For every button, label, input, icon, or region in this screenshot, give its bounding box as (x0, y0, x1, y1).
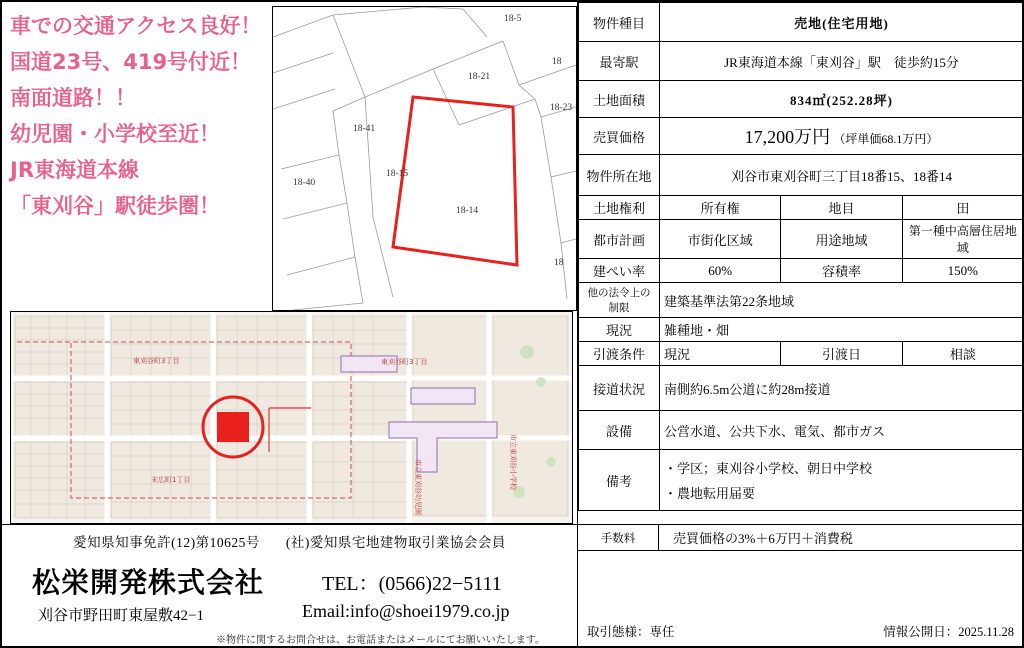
svg-text:末広町1丁目: 末広町1丁目 (151, 476, 191, 484)
table-row (579, 283, 1024, 318)
row-header: 他の法令上の制限 (579, 283, 660, 318)
row-value: 市街化区域 (660, 220, 781, 259)
svg-text:18-21: 18-21 (468, 72, 491, 82)
sale-price: 17,200万円 (744, 127, 831, 147)
fee-block (577, 524, 1024, 646)
row-header: 土地権利 (579, 196, 660, 220)
table-row (579, 318, 1024, 342)
svg-text:東刈谷町3丁目: 東刈谷町3丁目 (381, 358, 428, 366)
property-spec-table (578, 2, 1024, 511)
row-header: 物件所在地 (579, 155, 660, 196)
catch-copy-line: JR東海道本線 (10, 158, 139, 182)
contact-note: ※物件に関するお問合せは、お電話またはメールにてお願いいたします。 (216, 635, 545, 646)
row-header: 売買価格 (579, 118, 660, 155)
svg-text:18: 18 (554, 258, 564, 268)
table-row (579, 220, 1024, 259)
row-value: 150% (902, 259, 1023, 283)
row-header: 用途地域 (781, 220, 902, 259)
row-value: 第一種中高層住居地域 (902, 220, 1023, 259)
row-header: 最寄駅 (579, 42, 660, 81)
table-row (579, 450, 1024, 511)
svg-text:18: 18 (552, 57, 562, 67)
row-value: 相談 (902, 342, 1023, 366)
plot-map-svg (273, 7, 576, 310)
svg-text:18-40: 18-40 (293, 178, 316, 188)
row-header: 引渡日 (781, 342, 902, 366)
row-header: 物件種目 (579, 3, 660, 42)
license-line (2, 525, 577, 551)
row-value: 所有権 (660, 196, 781, 220)
svg-text:市立東刈谷幼児園: 市立東刈谷幼児園 (414, 459, 422, 515)
catch-copy-block (10, 8, 272, 298)
row-header: 現況 (579, 318, 660, 342)
svg-text:18-41: 18-41 (353, 124, 376, 134)
svg-text:市立東刈谷小学校: 市立東刈谷小学校 (509, 434, 517, 490)
row-header: 建ぺい率 (579, 259, 660, 283)
row-header: 地目 (781, 196, 902, 220)
row-header: 接道状況 (579, 366, 660, 411)
svg-text:18-23: 18-23 (550, 103, 573, 113)
association-name: (社)愛知県宅地建物取引業協会会員 (285, 535, 506, 550)
location-map (10, 311, 573, 524)
plot-map (272, 6, 577, 311)
row-value: 現況 (660, 342, 781, 366)
location-map-svg (11, 312, 572, 523)
row-value: 雑種地・畑 (660, 318, 1024, 342)
transaction-type: 取引態様：専任 (587, 625, 675, 639)
row-header: 設備 (579, 411, 660, 450)
table-row (579, 155, 1024, 196)
row-value: 売買価格の3%＋6万円＋消費税 (659, 525, 1024, 551)
row-value: 南側約6.5m公道に約28m接道 (660, 366, 1024, 411)
row-header: 引渡条件 (579, 342, 660, 366)
row-value: 建築基準法第22条地域 (660, 283, 1024, 318)
table-row (579, 259, 1024, 283)
table-row (579, 42, 1024, 81)
row-value: 売地(住宅用地) (660, 3, 1024, 42)
row-value: JR東海道本線「東刈谷」駅 徒歩約15分 (660, 42, 1024, 81)
table-row (579, 366, 1024, 411)
row-value (660, 450, 1024, 511)
row-header: 都市計画 (579, 220, 660, 259)
table-row (579, 118, 1024, 155)
table-row (579, 342, 1024, 366)
row-value: 834㎡(252.28坪) (660, 81, 1024, 118)
table-row (578, 525, 1024, 551)
company-address: 刈谷市野田町東屋敷42−1 (38, 608, 204, 624)
publish-date: 情報公開日：2025.11.28 (883, 625, 1014, 639)
svg-text:東刈谷町3丁目: 東刈谷町3丁目 (133, 357, 180, 365)
row-header: 備考 (579, 450, 660, 511)
footer-meta (577, 622, 1024, 646)
svg-text:18-15: 18-15 (386, 169, 409, 179)
table-row (579, 411, 1024, 450)
company-block (2, 524, 577, 646)
unit-price: （坪単価68.1万円） (833, 132, 939, 146)
row-header: 土地面積 (579, 81, 660, 118)
license-number: 愛知県知事免許(12)第10625号 (73, 535, 260, 550)
row-value: 60% (660, 259, 781, 283)
remark-line: ・学区；東刈谷小学校、朝日中学校 (664, 461, 873, 476)
catch-copy-line: 幼児園・小学校至近！ (10, 122, 220, 146)
company-tel: TEL：(0566)22−5111 (322, 573, 502, 595)
company-name: 松栄開発株式会社 (32, 568, 265, 599)
row-value: 公営水道、公共下水、電気、都市ガス (660, 411, 1024, 450)
catch-copy-line: 車での交通アクセス良好！ (10, 14, 262, 38)
catch-copy-line: 「東刈谷」駅徒歩圏！ (10, 194, 220, 218)
svg-text:18-5: 18-5 (504, 14, 522, 24)
remark-line: ・農地転用届要 (664, 486, 756, 501)
fee-table (577, 524, 1024, 551)
row-header: 容積率 (781, 259, 902, 283)
table-row (579, 196, 1024, 220)
company-email: Email:info@shoei1979.co.jp (302, 601, 510, 621)
row-value: 田 (902, 196, 1023, 220)
row-value (660, 118, 1024, 155)
catch-copy-line: 南面道路！！ (10, 86, 136, 110)
svg-text:18-14: 18-14 (456, 206, 479, 216)
row-header: 手数料 (578, 525, 659, 551)
table-row (579, 3, 1024, 42)
left-column (2, 2, 577, 646)
row-value: 刈谷市東刈谷町三丁目18番15、18番14 (660, 155, 1024, 196)
table-row (579, 81, 1024, 118)
catch-copy-line: 国道23号、419号付近！ (10, 50, 252, 74)
